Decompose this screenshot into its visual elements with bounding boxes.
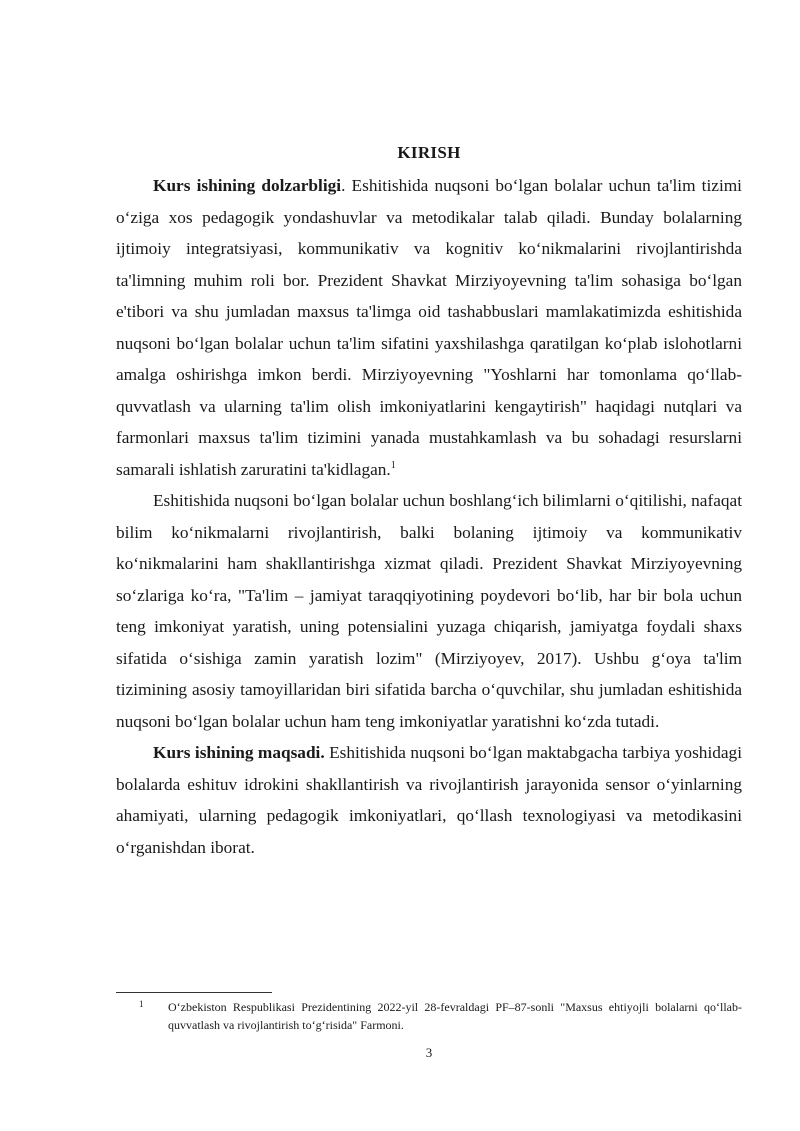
paragraph-text: Eshitishida nuqsoni boʻlgan bolalar uchun ta'lim tizimi oʻziga xos pedagogik yondashuvlar va metodikalar talab qiladi. Bunday bolalarning ijtimoiy integratsiyasi, kommunikativ va kognitiv koʻnikmalarini rivojlantirishda ta'limning muhim roli bor. Prezident Shavkat Mirziyoyevning ta'lim sohasiga boʻlgan e'tibori va shu jumladan maxsus ta'limga oid tashabbuslari mamlakatimizda eshitishida nuqsoni boʻlgan bolalar uchun ta'lim sifatini yaxshilashga qaratilgan koʻplab islohotlarni amalga oshirishga imkon berdi. Mirziyoyevning "Yoshlarni har tomonlama qoʻllab-quvvatlash va ularning ta'lim olish imkoniyatlarini kengaytirish" haqidagi nutqlari va farmonlari maxsus ta'lim tizimini yanada mustahkamlash va bu sohadagi resurslarni samarali ishlatish zaruratini ta'kidlagan. bbox=[116, 176, 742, 479]
footnote bbox=[116, 998, 742, 1034]
footnote-text: Oʻzbekiston Respublikasi Prezidentining 2022-yil 28-fevraldagi PF–87-sonli "Maxsus ehtiyojli bolalarni qoʻllab-quvvatlash va rivojlantirish toʻgʻrisida" Farmoni. bbox=[168, 1000, 742, 1032]
page-title: KIRISH bbox=[397, 143, 461, 162]
lead-punctuation: . bbox=[341, 176, 346, 195]
document-page bbox=[116, 0, 742, 1131]
paragraph-education bbox=[116, 485, 742, 737]
paragraph-text: Eshitishida nuqsoni boʻlgan bolalar uchun boshlangʻich bilimlarni oʻqitilishi, nafaqat bilim koʻnikmalarni rivojlantirish, balki bolaning ijtimoiy va kommunikativ koʻnikmalarini ham shakllantirishga xizmat qiladi. Prezident Shavkat Mirziyoyevning soʻzlariga koʻra, "Ta'lim – jamiyat taraqqiyotining poydevori boʻlib, har bir bola uchun teng imkoniyat yaratish, uning potensialini yuzaga chiqarish, jamiyatga foydali shaxs sifatida oʻsishiga zamin yaratish lozim" (Mirziyoyev, 2017). Ushbu gʻoya ta'lim tizimining asosiy tamoyillaridan biri sifatida barcha oʻquvchilar, shu jumladan eshitishida nuqsoni boʻlgan bolalar uchun ham teng imkoniyatlar yaratishni koʻzda tutadi. bbox=[116, 491, 742, 731]
paragraph-goal bbox=[116, 737, 742, 863]
paragraph-lead: Kurs ishining maqsadi. bbox=[153, 743, 325, 762]
footnote-divider bbox=[116, 992, 272, 993]
paragraph-text: Eshitishida nuqsoni boʻlgan maktabgacha tarbiya yoshidagi bolalarda eshituv idrokini shakllantirish va rivojlantirish jarayonida sensor oʻyinlarning ahamiyati, ularning pedagogik imkoniyatlari, qoʻllash texnologiyasi va metodikasini oʻrganishdan iborat. bbox=[116, 743, 742, 857]
body-text bbox=[116, 170, 742, 863]
paragraph-lead: Kurs ishining dolzarbligi bbox=[153, 176, 342, 195]
footnote-mark: 1 bbox=[139, 999, 144, 1009]
paragraph-relevance bbox=[116, 170, 742, 485]
page-number: 3 bbox=[425, 1045, 433, 1060]
footnote-reference[interactable]: 1 bbox=[390, 459, 396, 471]
